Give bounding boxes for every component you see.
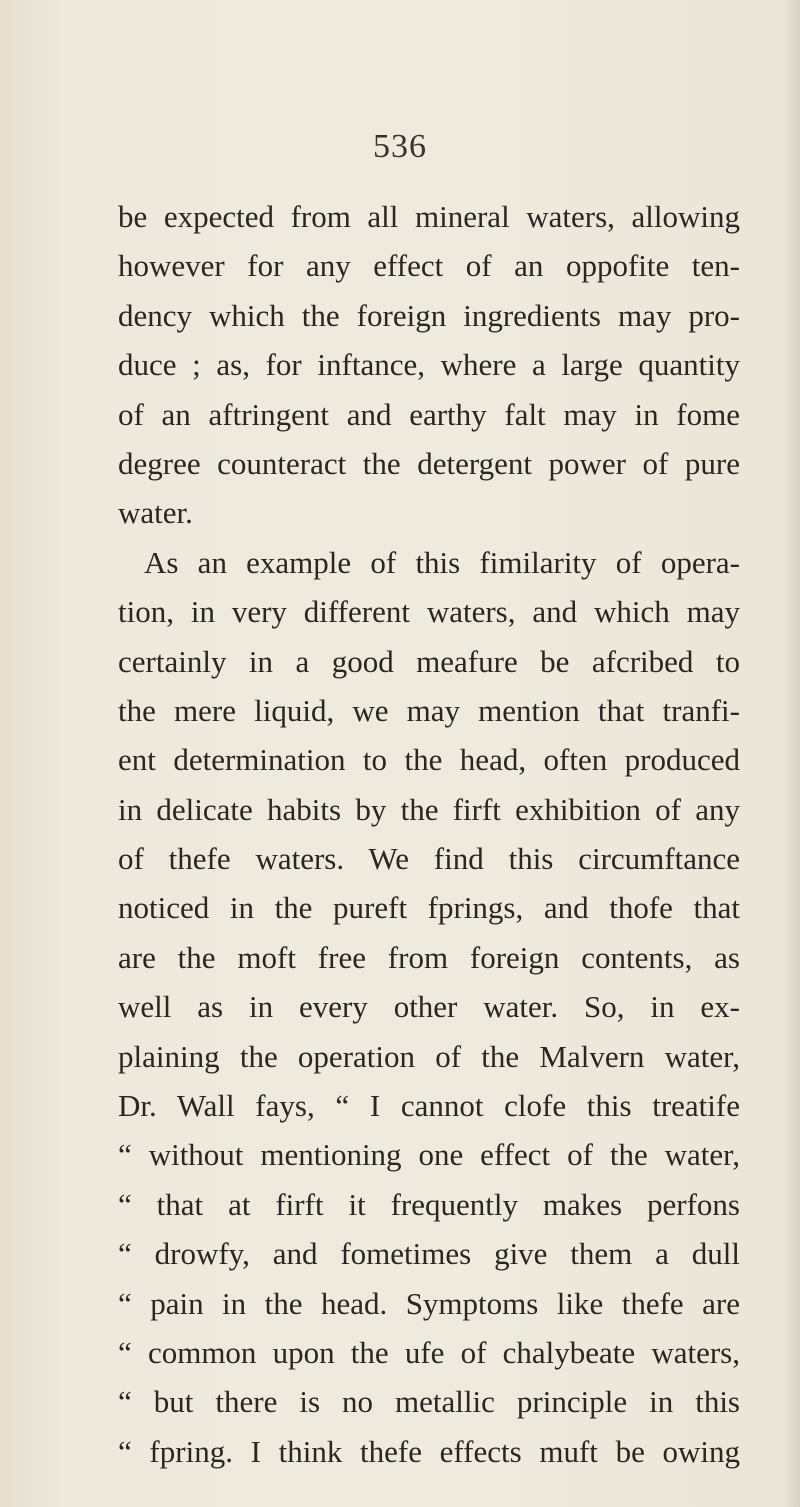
text-line: certainly in a good meafure be afcribed to [118, 643, 740, 679]
text-line: “ drowfy, and fometimes give them a dull [118, 1236, 740, 1272]
text-line: however for any effect of an oppofite ten- [118, 248, 740, 284]
text-line: noticed in the pureft fprings, and thofe that [118, 890, 740, 926]
page-edge-shadow [782, 0, 800, 1507]
text-line: ent determination to the head, often produced [118, 742, 740, 778]
page-number: 536 [373, 128, 427, 165]
text-line: “ common upon the ufe of chalybeate waters, [118, 1334, 740, 1370]
text-line: the mere liquid, we may mention that tranfi- [118, 692, 740, 728]
text-line: tion, in very different waters, and which may [118, 594, 740, 630]
text-line: are the moft free from foreign contents, as [118, 939, 740, 975]
text-line: “ pain in the head. Symptoms like thefe are [118, 1285, 740, 1321]
text-line: Dr. Wall fays, “ I cannot clofe this treatife [118, 1088, 740, 1124]
text-line: in delicate habits by the firft exhibition of any [118, 791, 740, 827]
text-line: “ that at firft it frequently makes perfons [118, 1186, 740, 1222]
text-line: degree counteract the detergent power of pure [118, 445, 740, 481]
text-line: water. [118, 495, 193, 531]
text-line: be expected from all mineral waters, allowing [118, 199, 740, 234]
text-line: “ but there is no metallic principle in this [118, 1384, 740, 1420]
text-line: of an aftringent and earthy falt may in fome [118, 396, 740, 432]
text-line: of thefe waters. We find this circumftance [118, 841, 740, 877]
text-line: dency which the foreign ingredients may pro- [118, 297, 740, 333]
body-text [118, 192, 740, 1476]
text-line: duce ; as, for inftance, where a large quantity [118, 347, 740, 383]
text-line: well as in every other water. So, in ex- [118, 989, 740, 1025]
text-line: “ fpring. I think thefe effects muft be owing [118, 1433, 740, 1469]
text-line: “ without mentioning one effect of the water, [118, 1137, 740, 1173]
text-line: plaining the operation of the Malvern water, [118, 1038, 740, 1074]
paragraph-start-line: As an example of this fimilarity of opera- [144, 544, 740, 580]
